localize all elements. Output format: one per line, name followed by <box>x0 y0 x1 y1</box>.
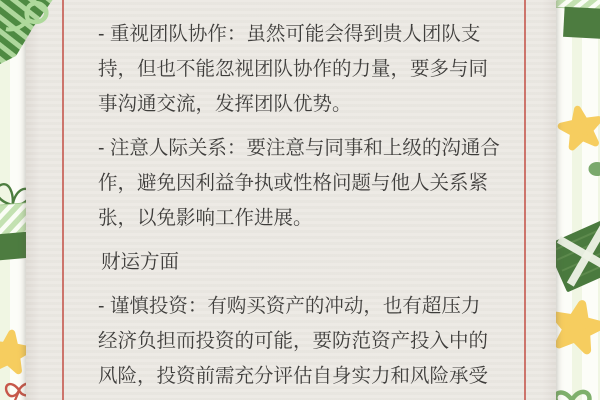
bullet-paragraph-investment <box>98 289 536 394</box>
section-heading-wealth: 财运方面 <box>101 251 180 273</box>
text-line: - 注意人际关系：要注意与同事和上级的沟通合 <box>98 137 500 159</box>
gift-box-icon <box>551 0 600 49</box>
paper-card <box>26 0 556 400</box>
green-dot-icon <box>588 161 600 177</box>
green-bow-icon <box>550 388 598 400</box>
bullet-paragraph-relationships <box>98 131 536 236</box>
gift-box-icon <box>0 0 72 70</box>
article-text <box>98 17 536 394</box>
text-line: 经济负担而投资的可能，要防范资产投入中的 <box>98 330 489 352</box>
text-line: 张，以免影响工作进展。 <box>98 207 313 229</box>
text-line: 持，但也不能忽视团队协作的力量，要多与同 <box>98 58 489 80</box>
text-line: 事沟通交流，发挥团队优势。 <box>98 93 352 115</box>
text-line: 作，避免因利益争执或性格问题与他人关系紧 <box>98 172 489 194</box>
text-line: - 重视团队协作：虽然可能会得到贵人团队支 <box>98 23 481 45</box>
bullet-paragraph-teamwork <box>98 17 536 122</box>
star-icon <box>553 101 600 157</box>
text-line: - 谨慎投资：有购买资产的冲动，也有超压力 <box>98 295 481 317</box>
text-line: 风险，投资前需充分评估自身实力和风险承受 <box>98 365 489 387</box>
